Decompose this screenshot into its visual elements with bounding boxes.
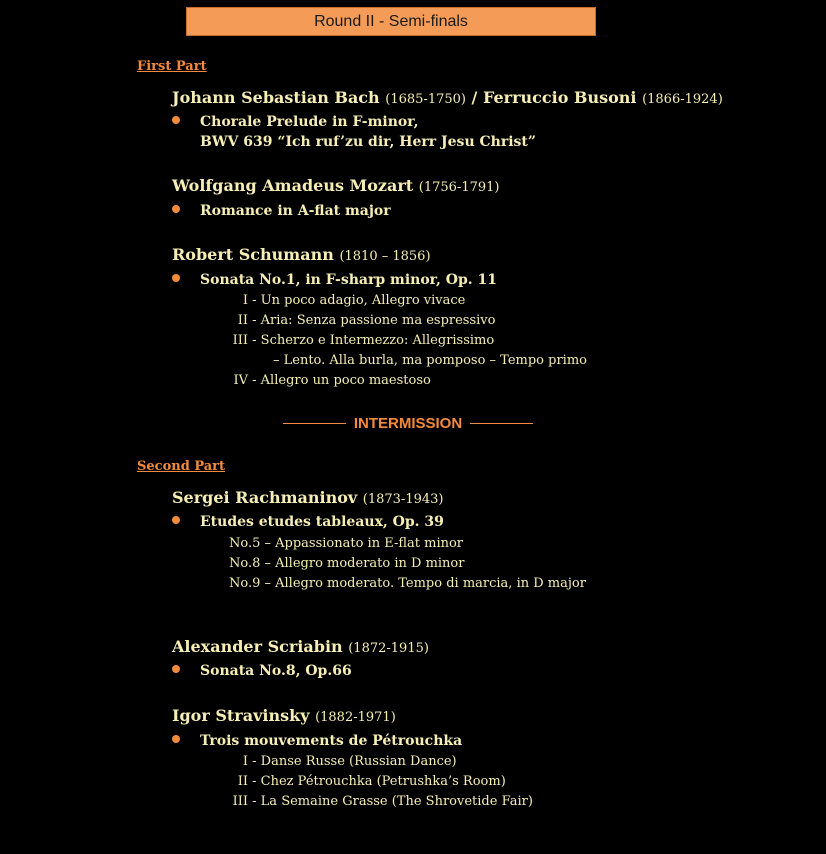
divider-line (283, 423, 346, 424)
movement: II - Aria: Senza passione ma espressivo (226, 313, 495, 328)
work-title: Sonata No.1, in F-sharp minor, Op. 11 (200, 272, 497, 288)
movement-title: Scherzo e Intermezzo: Allegrissimo (260, 333, 495, 348)
first-part-heading: First Part (137, 59, 207, 74)
movement: IV - Allegro un poco maestoso (226, 373, 431, 388)
composer-name: Igor Stravinsky (172, 706, 310, 725)
etude-item: No.8 – Allegro moderato in D minor (229, 556, 465, 571)
bullet-icon (172, 205, 180, 213)
bullet-icon (172, 274, 180, 282)
composer-dates: (1756-1791) (418, 180, 500, 195)
composer-bach-busoni (172, 88, 723, 107)
movement-number: III (232, 794, 248, 809)
work-title: BWV 639 “Ich ruf’zu dir, Herr Jesu Christ” (200, 134, 536, 150)
composer-name: Sergei Rachmaninov (172, 488, 358, 507)
movement-continuation (273, 353, 587, 368)
etude-item: No.9 – Allegro moderato. Tempo di marcia, in D major (229, 576, 586, 591)
composer-dates: (1866-1924) (642, 92, 723, 107)
round-banner (186, 7, 596, 36)
intermission-label: INTERMISSION (353, 414, 463, 432)
work-item (172, 731, 462, 751)
bullet-icon (172, 735, 180, 743)
movement-number: II (237, 313, 248, 328)
movement-number: I (242, 754, 248, 769)
composer-dates: (1685-1750) (385, 92, 466, 107)
divider-line (470, 423, 533, 424)
work-item (172, 270, 497, 290)
composer-stravinsky (172, 706, 396, 725)
bullet-icon (172, 116, 180, 124)
movement: I - Danse Russe (Russian Dance) (226, 754, 457, 769)
movement-title: – Lento. Alla burla, ma pomposo – Tempo primo (273, 353, 587, 368)
composer-dates: (1872-1915) (348, 641, 429, 656)
movement: III - Scherzo e Intermezzo: Allegrissimo (226, 333, 494, 348)
round-title: Round II - Semi-finals (314, 12, 468, 30)
bullet-icon (172, 516, 180, 524)
work-title: Sonata No.8, Op.66 (200, 663, 352, 679)
composer-name: Alexander Scriabin (172, 637, 343, 656)
movement-number: I (242, 293, 248, 308)
composer-name: Ferruccio Busoni (482, 88, 637, 107)
work-item (172, 201, 391, 221)
work-item (172, 512, 444, 532)
composer-name: Wolfgang Amadeus Mozart (172, 176, 414, 195)
movement: II - Chez Pétrouchka (Petrushka’s Room) (226, 774, 506, 789)
composer-schumann (172, 245, 431, 264)
composer-dates: (1810 – 1856) (339, 249, 431, 264)
composer-name: Johann Sebastian Bach (172, 88, 380, 107)
movement-number: II (237, 774, 248, 789)
composer-dates: (1873-1943) (362, 492, 444, 507)
composer-rachmaninov (172, 488, 444, 507)
composer-scriabin (172, 637, 429, 656)
movement-title: Aria: Senza passione ma espressivo (260, 313, 496, 328)
etude-item: No.5 – Appassionato in E-flat minor (229, 536, 464, 551)
composer-separator: / (465, 88, 483, 107)
work-item (172, 661, 352, 681)
movement: III - La Semaine Grasse (The Shrovetide Fair) (226, 794, 533, 809)
work-title: Chorale Prelude in F-minor, (200, 114, 419, 130)
movement: I - Un poco adagio, Allegro vivace (226, 293, 465, 308)
composer-name: Robert Schumann (172, 245, 334, 264)
intermission-divider (283, 414, 533, 432)
movement-title: La Semaine Grasse (The Shrovetide Fair) (260, 794, 533, 809)
bullet-icon (172, 665, 180, 673)
composer-dates: (1882-1971) (315, 710, 396, 725)
second-part-heading: Second Part (137, 459, 226, 474)
movement-number: III (232, 333, 248, 348)
work-title: Etudes etudes tableaux, Op. 39 (200, 514, 444, 530)
movement-title: Un poco adagio, Allegro vivace (260, 293, 466, 308)
work-title: Romance in A-flat major (200, 203, 391, 219)
movement-title: Danse Russe (Russian Dance) (260, 754, 457, 769)
work-title: Trois mouvements de Pétrouchka (200, 733, 463, 749)
composer-mozart (172, 176, 499, 195)
work-item (172, 112, 536, 152)
movement-title: Chez Pétrouchka (Petrushka’s Room) (260, 774, 506, 789)
movement-number: IV (233, 373, 248, 388)
movement-title: Allegro un poco maestoso (260, 373, 431, 388)
